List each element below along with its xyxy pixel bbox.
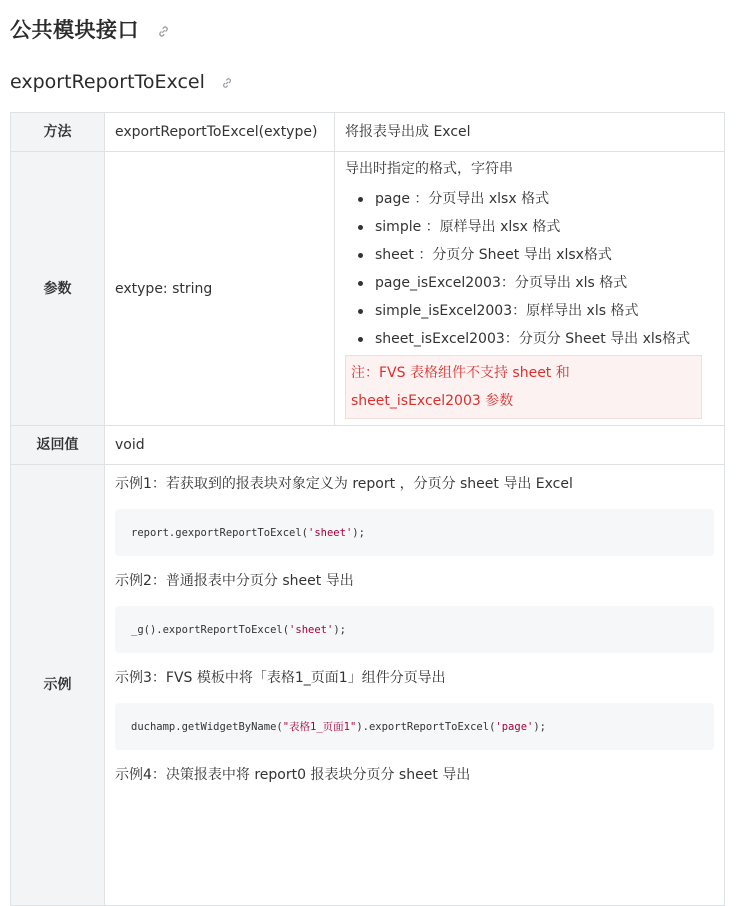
example-title: 示例4：决策报表中将 report0 报表块分页分 sheet 导出 <box>115 767 471 783</box>
code-string: "表格1_页面1" <box>282 720 357 733</box>
page-title-text: 公共模块接口 <box>10 18 139 42</box>
method-description: 将报表导出成 Excel <box>335 113 725 152</box>
code-string: 'sheet' <box>289 623 334 636</box>
list-item: page_isExcel2003：分页导出 xls 格式 <box>355 269 714 297</box>
page-title <box>10 14 170 44</box>
code-text: ); <box>333 623 346 636</box>
code-text: ); <box>352 526 365 539</box>
param-name: extype: string <box>105 152 335 426</box>
anchor-link-icon[interactable] <box>221 77 233 89</box>
section-title-text: exportReportToExcel <box>10 71 205 93</box>
code-block[interactable] <box>115 703 714 750</box>
example-title: 示例3：FVS 模板中将「表格1_页面1」组件分页导出 <box>115 670 446 686</box>
section-title <box>10 71 233 93</box>
example-title: 示例2：普通报表中分页分 sheet 导出 <box>115 573 354 589</box>
return-value: void <box>105 426 725 465</box>
row-label-params: 参数 <box>11 152 105 426</box>
table-row-params <box>11 152 725 426</box>
code-text: ); <box>533 720 546 733</box>
code-string: 'page' <box>495 720 534 733</box>
warning-note: 注：FVS 表格组件不支持 sheet 和 sheet_isExcel2003 参数 <box>345 355 702 419</box>
code-text: ).exportReportToExcel( <box>356 720 496 733</box>
table-row-examples <box>11 465 725 906</box>
example-title: 示例1：若获取到的报表块对象定义为 report ，分页分 sheet 导出 Excel <box>115 476 573 492</box>
row-label-examples: 示例 <box>11 465 105 906</box>
api-table <box>10 112 725 906</box>
table-row-method <box>11 113 725 152</box>
param-description <box>335 152 725 426</box>
code-string: 'sheet' <box>308 526 353 539</box>
method-signature: exportReportToExcel(extype) <box>105 113 335 152</box>
code-block[interactable] <box>115 606 714 653</box>
row-label-method: 方法 <box>11 113 105 152</box>
code-block[interactable] <box>115 509 714 556</box>
list-item: sheet ：分页分 Sheet 导出 xlsx格式 <box>355 241 714 269</box>
param-desc-title: 导出时指定的格式，字符串 <box>345 161 513 177</box>
code-text: duchamp.getWidgetByName( <box>131 720 283 733</box>
anchor-link-icon[interactable] <box>157 25 170 38</box>
param-options-list <box>345 185 714 353</box>
code-text: _g().exportReportToExcel( <box>131 623 290 636</box>
list-item: simple ：原样导出 xlsx 格式 <box>355 213 714 241</box>
row-label-return: 返回值 <box>11 426 105 465</box>
examples-content <box>105 465 725 906</box>
table-row-return <box>11 426 725 465</box>
list-item: simple_isExcel2003：原样导出 xls 格式 <box>355 297 714 325</box>
code-text: report.gexportReportToExcel( <box>131 526 309 539</box>
list-item: sheet_isExcel2003：分页分 Sheet 导出 xls格式 <box>355 325 714 353</box>
list-item: page ：分页导出 xlsx 格式 <box>355 185 714 213</box>
